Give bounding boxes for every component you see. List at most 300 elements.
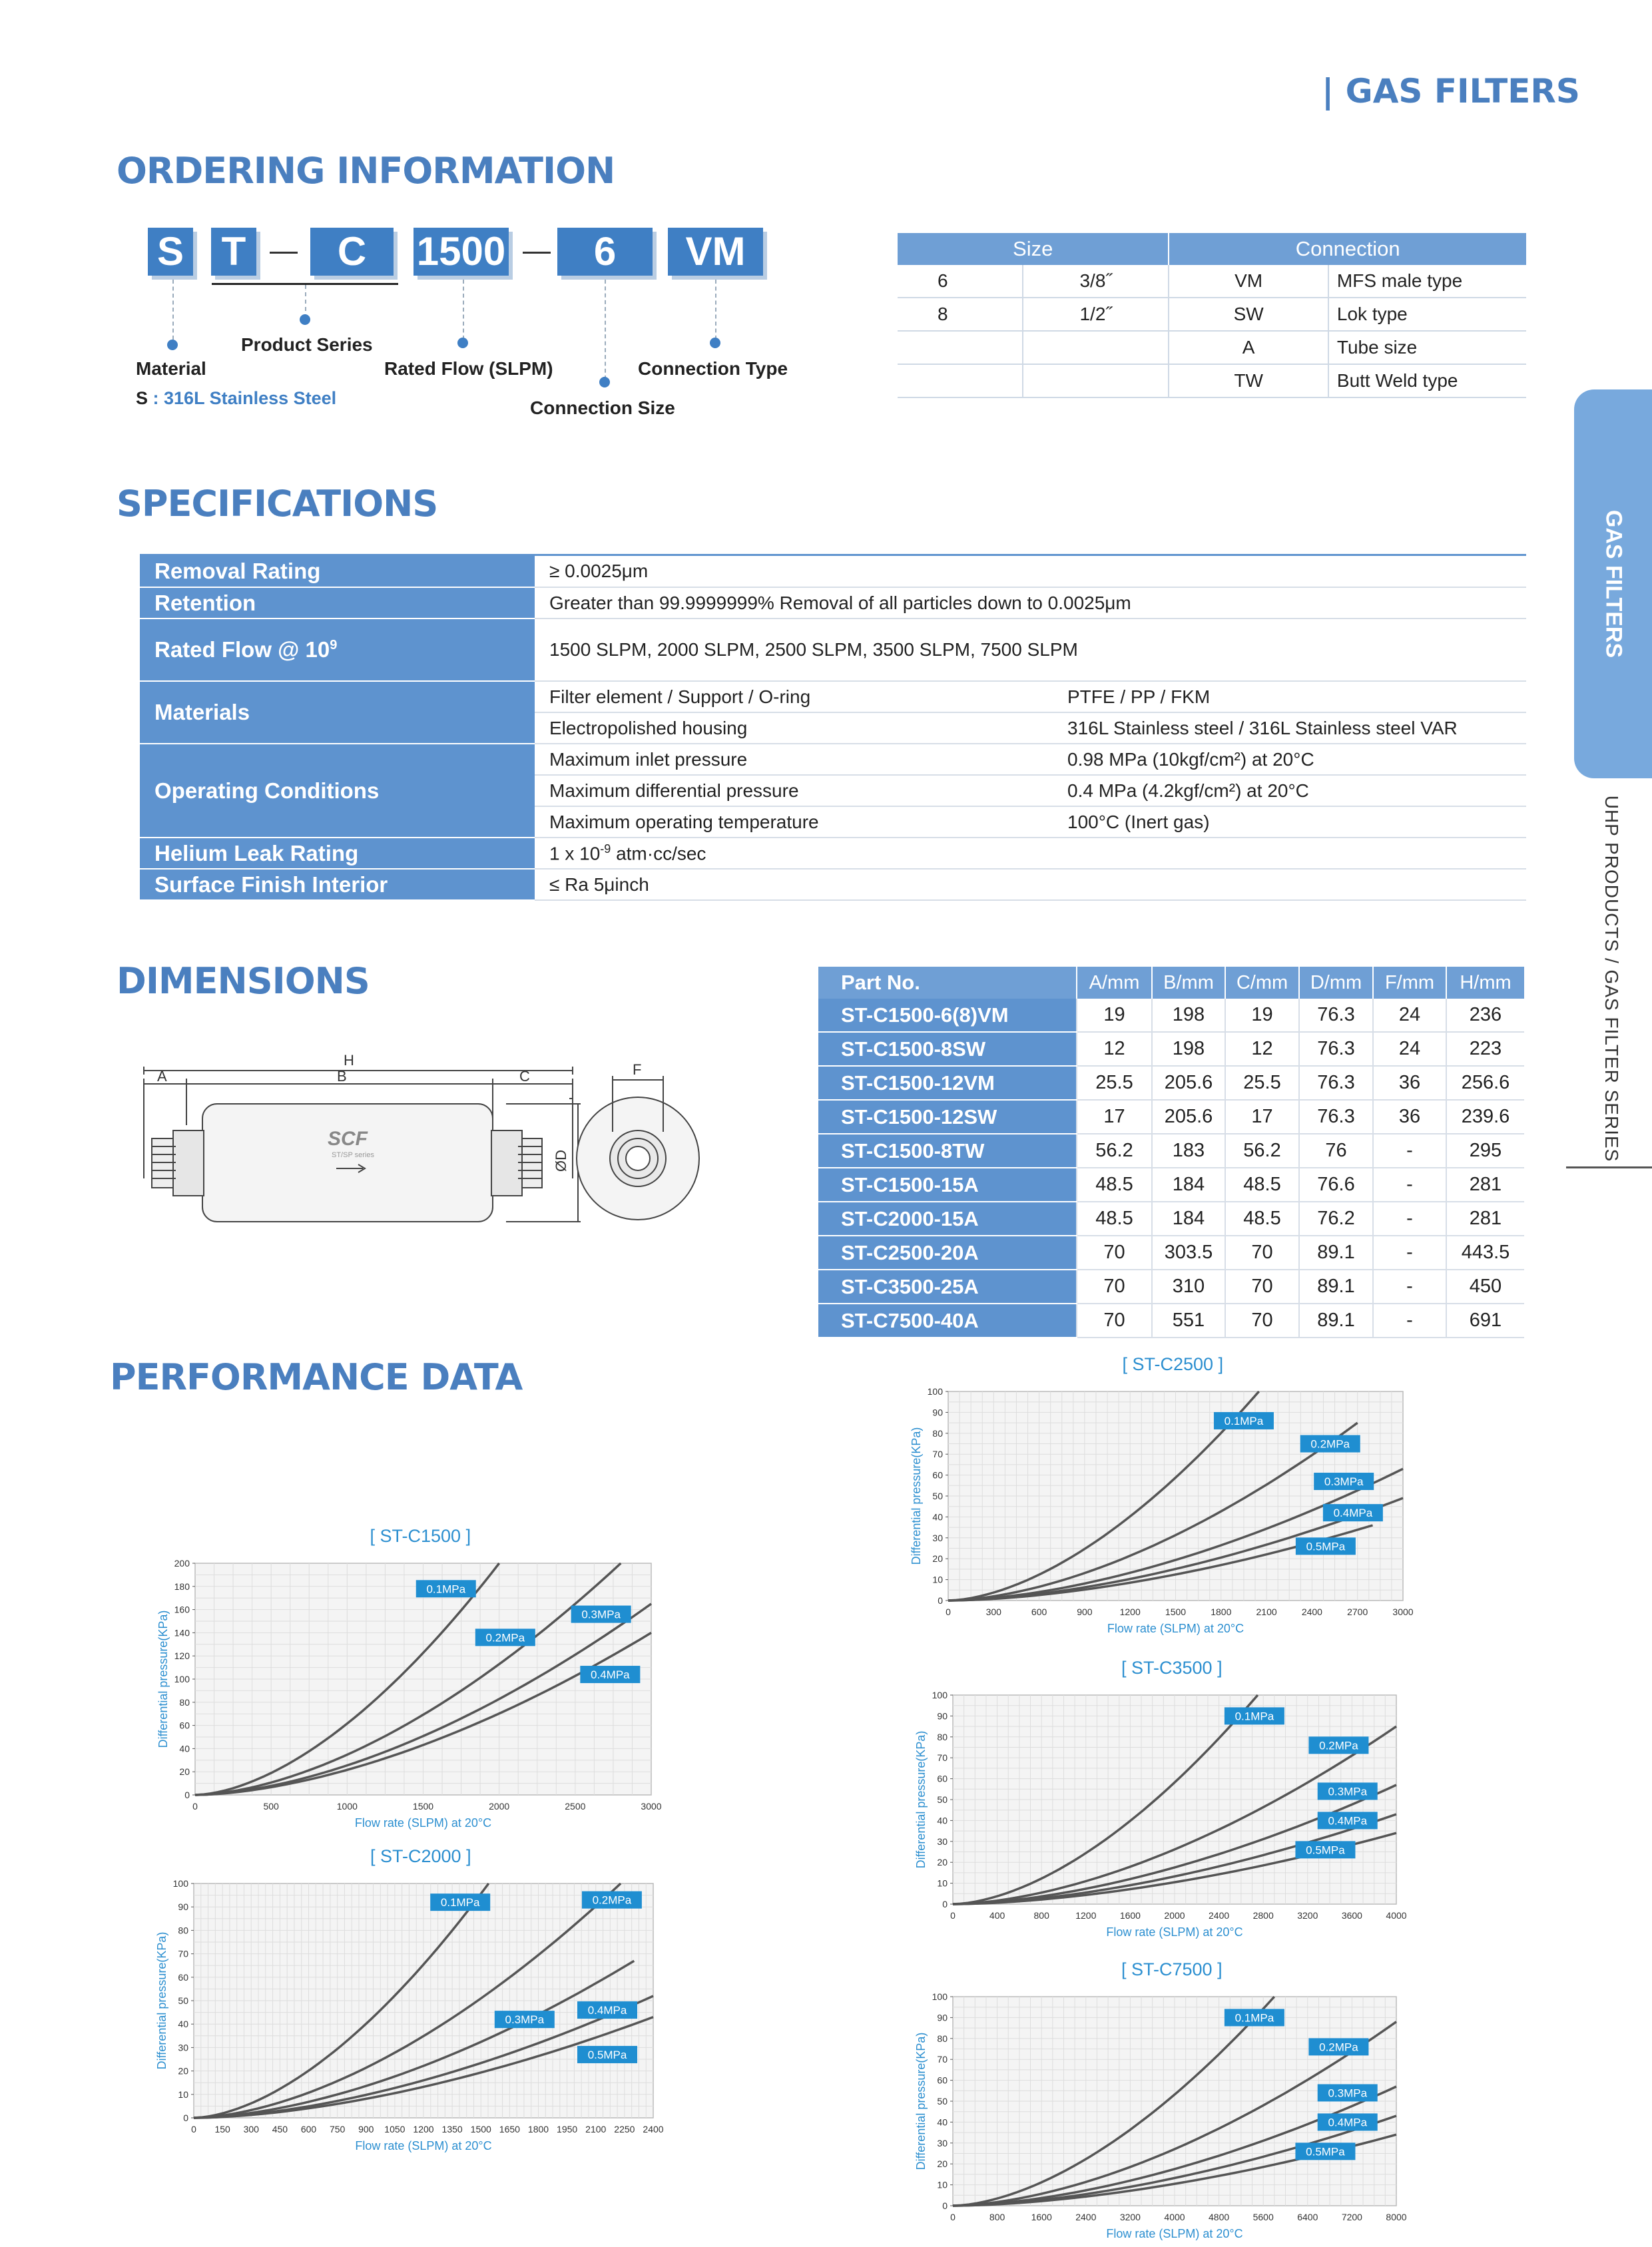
series-label: 0.3MPa bbox=[505, 2013, 545, 2027]
spec-value: 1 x $10^{-9}$ atm·cc/sec bbox=[535, 838, 1526, 869]
side-divider bbox=[1566, 1166, 1652, 1168]
spec-value: Maximum differential pressure bbox=[535, 775, 1053, 806]
x-tick-label: 750 bbox=[329, 2124, 346, 2134]
dim-label-a: A bbox=[157, 1068, 167, 1085]
x-tick-label: 900 bbox=[1077, 1607, 1093, 1617]
label-connection-size: Connection Size bbox=[530, 397, 675, 418]
dim-value: 76.2 bbox=[1299, 1202, 1373, 1236]
y-tick-label: 0 bbox=[184, 1790, 190, 1800]
connection-cell: Butt Weld type bbox=[1328, 364, 1526, 397]
x-tick-label: 1800 bbox=[527, 2124, 549, 2134]
dim-value: - bbox=[1373, 1134, 1446, 1168]
x-tick-label: 450 bbox=[272, 2124, 288, 2134]
series-label: 0.2MPa bbox=[592, 1893, 632, 1907]
y-tick-label: 140 bbox=[174, 1627, 190, 1638]
dim-value: 48.5 bbox=[1225, 1168, 1299, 1202]
dim-value: 76.6 bbox=[1299, 1168, 1373, 1202]
dim-value: 70 bbox=[1077, 1270, 1152, 1304]
x-axis-label: Flow rate (SLPM) at 20°C bbox=[1106, 1925, 1243, 1939]
x-tick-label: 2100 bbox=[585, 2124, 607, 2134]
y-tick-label: 100 bbox=[932, 1991, 948, 2002]
x-tick-label: 3000 bbox=[1392, 1607, 1414, 1617]
x-tick-label: 1500 bbox=[470, 2124, 491, 2134]
dim-value: 24 bbox=[1373, 999, 1446, 1032]
label-material: Material bbox=[136, 358, 206, 379]
dim-value: 19 bbox=[1077, 999, 1152, 1032]
leader-dot bbox=[710, 338, 720, 348]
dim-value: 70 bbox=[1077, 1236, 1152, 1270]
dim-value: 89.1 bbox=[1299, 1304, 1373, 1338]
y-tick-label: 90 bbox=[178, 1901, 188, 1913]
y-tick-label: 10 bbox=[937, 1877, 948, 1889]
x-tick-label: 2400 bbox=[1075, 2212, 1097, 2222]
code-box-type: T bbox=[211, 228, 256, 276]
dim-header: D/mm bbox=[1299, 967, 1373, 999]
series-label: 0.4MPa bbox=[591, 1668, 630, 1682]
y-axis-label: Differential pressure(KPa) bbox=[910, 1427, 923, 1565]
connection-cell bbox=[1023, 331, 1169, 364]
dim-value: 236 bbox=[1446, 999, 1524, 1032]
x-axis-label: Flow rate (SLPM) at 20°C bbox=[1106, 2227, 1243, 2240]
y-tick-label: 40 bbox=[937, 1815, 948, 1826]
y-tick-label: 0 bbox=[938, 1595, 943, 1606]
x-tick-label: 1350 bbox=[441, 2124, 463, 2134]
dim-header: A/mm bbox=[1077, 967, 1152, 999]
x-tick-label: 1600 bbox=[1119, 1910, 1141, 1921]
leader-line bbox=[605, 280, 606, 379]
y-tick-label: 10 bbox=[937, 2179, 948, 2190]
y-tick-label: 10 bbox=[178, 2089, 188, 2100]
y-tick-label: 60 bbox=[932, 1469, 943, 1481]
series-label: 0.4MPa bbox=[1328, 2116, 1368, 2129]
dim-label-b: B bbox=[337, 1068, 347, 1085]
x-axis-label: Flow rate (SLPM) at 20°C bbox=[1107, 1622, 1244, 1635]
x-tick-label: 1800 bbox=[1211, 1607, 1232, 1617]
x-tick-label: 4800 bbox=[1209, 2212, 1230, 2222]
x-tick-label: 300 bbox=[243, 2124, 259, 2134]
y-tick-label: 70 bbox=[178, 1948, 188, 1959]
chart-title: [ ST-C2500 ] bbox=[1122, 1354, 1224, 1374]
y-tick-label: 90 bbox=[937, 1710, 948, 1722]
spec-value: PTFE / PP / FKM bbox=[1053, 681, 1526, 712]
spec-label: Retention bbox=[140, 587, 535, 619]
filter-drawing bbox=[133, 1045, 719, 1245]
y-tick-label: 160 bbox=[174, 1604, 190, 1615]
dim-row bbox=[818, 1066, 1524, 1100]
y-tick-label: 30 bbox=[937, 1836, 948, 1847]
code-box-series: C bbox=[310, 228, 394, 276]
connection-cell: 1/2˝ bbox=[1023, 298, 1169, 331]
spec-value: Maximum operating temperature bbox=[535, 806, 1053, 838]
dim-value: - bbox=[1373, 1202, 1446, 1236]
dim-value: 551 bbox=[1152, 1304, 1225, 1338]
performance-chart bbox=[154, 1877, 667, 2158]
y-tick-label: 0 bbox=[183, 2113, 188, 2123]
y-tick-label: 120 bbox=[174, 1650, 190, 1662]
x-tick-label: 800 bbox=[989, 2212, 1005, 2222]
x-axis-label: Flow rate (SLPM) at 20°C bbox=[354, 1816, 492, 1830]
leader-dot bbox=[599, 377, 610, 387]
dim-value: - bbox=[1373, 1236, 1446, 1270]
x-tick-label: 1650 bbox=[499, 2124, 520, 2134]
x-tick-label: 3600 bbox=[1341, 1910, 1362, 1921]
series-label: 0.2MPa bbox=[1319, 2041, 1358, 2054]
dim-value: 205.6 bbox=[1152, 1066, 1225, 1100]
x-tick-label: 2700 bbox=[1347, 1607, 1368, 1617]
y-tick-label: 60 bbox=[178, 1971, 188, 1983]
part-number: ST-C2500-20A bbox=[818, 1236, 1077, 1270]
spec-value: Maximum inlet pressure bbox=[535, 744, 1053, 775]
dim-value: 48.5 bbox=[1225, 1202, 1299, 1236]
y-tick-label: 70 bbox=[932, 1449, 943, 1460]
code-dash bbox=[270, 252, 298, 254]
x-tick-label: 3200 bbox=[1119, 2212, 1141, 2222]
spec-value: Electropolished housing bbox=[535, 712, 1053, 744]
series-label: 0.1MPa bbox=[426, 1583, 466, 1596]
dim-value: 89.1 bbox=[1299, 1270, 1373, 1304]
leader-line bbox=[172, 280, 174, 340]
leader-dot bbox=[457, 338, 468, 348]
section-header: | GAS FILTERS bbox=[1322, 72, 1580, 111]
dim-value: 70 bbox=[1077, 1304, 1152, 1338]
y-tick-label: 80 bbox=[178, 1925, 188, 1936]
connection-cell: SW bbox=[1169, 298, 1328, 331]
x-tick-label: 2000 bbox=[1164, 1910, 1185, 1921]
dim-value: 443.5 bbox=[1446, 1236, 1524, 1270]
dim-row bbox=[818, 1168, 1524, 1202]
leader-dot bbox=[300, 314, 310, 325]
y-tick-label: 20 bbox=[178, 2065, 188, 2077]
connection-cell bbox=[1023, 364, 1169, 397]
leader-line bbox=[305, 285, 306, 318]
part-number: ST-C2000-15A bbox=[818, 1202, 1077, 1236]
x-tick-label: 0 bbox=[950, 2212, 956, 2222]
x-tick-label: 300 bbox=[985, 1607, 1001, 1617]
dim-value: 56.2 bbox=[1225, 1134, 1299, 1168]
brand-logo: SCF bbox=[328, 1128, 368, 1150]
connection-row bbox=[898, 331, 1526, 364]
series-label: 0.2MPa bbox=[1310, 1437, 1350, 1451]
x-tick-label: 2000 bbox=[489, 1801, 510, 1812]
x-tick-label: 600 bbox=[1031, 1607, 1047, 1617]
dim-header: B/mm bbox=[1152, 967, 1225, 999]
spec-label: Removal Rating bbox=[140, 556, 535, 587]
y-tick-label: 200 bbox=[174, 1558, 190, 1569]
x-tick-label: 4000 bbox=[1164, 2212, 1185, 2222]
dim-row bbox=[818, 1032, 1524, 1066]
x-tick-label: 4000 bbox=[1386, 1910, 1407, 1921]
performance-chart bbox=[913, 1688, 1410, 1944]
chart-title: [ ST-C2000 ] bbox=[370, 1846, 471, 1866]
performance-chart bbox=[155, 1557, 665, 1835]
x-tick-label: 150 bbox=[214, 2124, 230, 2134]
y-tick-label: 40 bbox=[932, 1511, 943, 1523]
connection-cell: TW bbox=[1169, 364, 1328, 397]
dim-value: 76.3 bbox=[1299, 999, 1373, 1032]
performance-title: PERFORMANCE DATA bbox=[110, 1356, 523, 1398]
dim-value: 198 bbox=[1152, 999, 1225, 1032]
x-tick-label: 2250 bbox=[614, 2124, 635, 2134]
dim-label-f: F bbox=[633, 1061, 642, 1078]
x-tick-label: 400 bbox=[989, 1910, 1005, 1921]
ordering-title: ORDERING INFORMATION bbox=[117, 150, 615, 192]
spec-label: Materials bbox=[140, 681, 535, 744]
dim-value: 48.5 bbox=[1077, 1168, 1152, 1202]
spec-value: Filter element / Support / O-ring bbox=[535, 681, 1053, 712]
dim-value: 450 bbox=[1446, 1270, 1524, 1304]
y-tick-label: 30 bbox=[932, 1532, 943, 1543]
part-number: ST-C1500-12VM bbox=[818, 1066, 1077, 1100]
label-connection-type: Connection Type bbox=[638, 358, 788, 379]
chart-title: [ ST-C3500 ] bbox=[1121, 1658, 1223, 1678]
label-product-series: Product Series bbox=[241, 334, 373, 355]
spec-value: Greater than 99.9999999% Removal of all particles down to 0.0025μm bbox=[535, 587, 1526, 619]
y-tick-label: 40 bbox=[178, 2019, 188, 2030]
dim-value: 17 bbox=[1077, 1100, 1152, 1134]
spec-label: Rated Flow @ $10^9$ bbox=[140, 619, 535, 681]
dimensions-title: DIMENSIONS bbox=[117, 960, 370, 1002]
y-tick-label: 80 bbox=[932, 1427, 943, 1439]
y-tick-label: 40 bbox=[179, 1743, 190, 1754]
dim-row bbox=[818, 1100, 1524, 1134]
y-tick-label: 30 bbox=[178, 2042, 188, 2053]
side-subtitle: UHP PRODUCTS / GAS FILTER SERIES bbox=[1601, 795, 1622, 1162]
dim-value: 36 bbox=[1373, 1066, 1446, 1100]
dim-value: 223 bbox=[1446, 1032, 1524, 1066]
dim-value: 76 bbox=[1299, 1134, 1373, 1168]
x-tick-label: 6400 bbox=[1297, 2212, 1318, 2222]
spec-value: 0.4 MPa (4.2kgf/cm²) at 20°C bbox=[1053, 775, 1526, 806]
dim-value: 24 bbox=[1373, 1032, 1446, 1066]
x-tick-label: 1600 bbox=[1031, 2212, 1052, 2222]
spec-label: Operating Conditions bbox=[140, 744, 535, 838]
x-tick-label: 8000 bbox=[1386, 2212, 1407, 2222]
y-tick-label: 50 bbox=[937, 2096, 948, 2107]
code-dash bbox=[523, 252, 551, 254]
connection-cell: Tube size bbox=[1328, 331, 1526, 364]
connection-cell: 3/8˝ bbox=[1023, 265, 1169, 298]
connection-cell bbox=[898, 331, 1023, 364]
x-tick-label: 0 bbox=[191, 2124, 196, 2134]
connection-cell: MFS male type bbox=[1328, 265, 1526, 298]
y-tick-label: 100 bbox=[172, 1878, 188, 1889]
x-tick-label: 1050 bbox=[384, 2124, 406, 2134]
leader-line bbox=[715, 280, 716, 340]
y-tick-label: 20 bbox=[932, 1553, 943, 1565]
chart-title: [ ST-C7500 ] bbox=[1121, 1959, 1223, 1979]
x-tick-label: 0 bbox=[946, 1607, 951, 1617]
side-tab-label: GAS FILTERS bbox=[1601, 509, 1626, 658]
part-number: ST-C1500-8TW bbox=[818, 1134, 1077, 1168]
y-tick-label: 20 bbox=[937, 1857, 948, 1868]
y-tick-label: 100 bbox=[932, 1690, 948, 1700]
dim-header: Part No. bbox=[818, 967, 1077, 999]
x-tick-label: 0 bbox=[950, 1910, 956, 1921]
y-tick-label: 30 bbox=[937, 2137, 948, 2148]
dim-value: 36 bbox=[1373, 1100, 1446, 1134]
spec-value: 100°C (Inert gas) bbox=[1053, 806, 1526, 838]
part-number: ST-C1500-6(8)VM bbox=[818, 999, 1077, 1032]
dim-value: 281 bbox=[1446, 1202, 1524, 1236]
connection-cell bbox=[898, 364, 1023, 397]
x-tick-label: 2800 bbox=[1252, 1910, 1274, 1921]
dim-value: 25.5 bbox=[1225, 1066, 1299, 1100]
specifications-title: SPECIFICATIONS bbox=[117, 483, 438, 525]
dim-value: 205.6 bbox=[1152, 1100, 1225, 1134]
y-tick-label: 180 bbox=[174, 1581, 190, 1592]
dim-value: 76.3 bbox=[1299, 1100, 1373, 1134]
y-axis-label: Differential pressure(KPa) bbox=[156, 1610, 170, 1748]
y-tick-label: 10 bbox=[932, 1574, 943, 1585]
series-label: 0.1MPa bbox=[440, 1896, 480, 1909]
x-tick-label: 2100 bbox=[1256, 1607, 1277, 1617]
leader-dot bbox=[167, 340, 178, 350]
dim-value: 184 bbox=[1152, 1202, 1225, 1236]
material-note: S : 316L Stainless Steel bbox=[136, 388, 337, 408]
specifications-table bbox=[140, 556, 1526, 901]
dim-row bbox=[818, 1304, 1524, 1338]
x-tick-label: 7200 bbox=[1341, 2212, 1362, 2222]
x-tick-label: 2400 bbox=[643, 2124, 664, 2134]
dim-value: 76.3 bbox=[1299, 1066, 1373, 1100]
x-tick-label: 900 bbox=[358, 2124, 374, 2134]
code-box-material: S bbox=[148, 228, 193, 276]
connection-row bbox=[898, 265, 1526, 298]
y-tick-label: 0 bbox=[942, 1899, 948, 1909]
x-tick-label: 1500 bbox=[412, 1801, 434, 1812]
dim-value: 12 bbox=[1225, 1032, 1299, 1066]
dimensions-table bbox=[818, 967, 1524, 1338]
dim-label-c: C bbox=[519, 1068, 530, 1085]
series-label: 0.2MPa bbox=[1319, 1739, 1358, 1752]
connection-row bbox=[898, 298, 1526, 331]
connection-cell: 6 bbox=[898, 265, 1023, 298]
dim-value: - bbox=[1373, 1270, 1446, 1304]
dim-header: F/mm bbox=[1373, 967, 1446, 999]
dim-value: 70 bbox=[1225, 1304, 1299, 1338]
dim-label-d: ØD bbox=[553, 1150, 569, 1172]
connection-cell: VM bbox=[1169, 265, 1328, 298]
part-number: ST-C1500-8SW bbox=[818, 1032, 1077, 1066]
connection-row bbox=[898, 364, 1526, 397]
dim-label-h: H bbox=[344, 1052, 354, 1069]
y-tick-label: 80 bbox=[937, 1731, 948, 1742]
dim-value: 70 bbox=[1225, 1270, 1299, 1304]
side-tab-gas-filters[interactable] bbox=[1574, 389, 1652, 778]
series-label: 0.5MPa bbox=[1306, 1540, 1346, 1553]
dim-value: 12 bbox=[1077, 1032, 1152, 1066]
x-tick-label: 800 bbox=[1033, 1910, 1049, 1921]
x-tick-label: 0 bbox=[192, 1801, 198, 1812]
dim-value: 295 bbox=[1446, 1134, 1524, 1168]
connection-cell: Lok type bbox=[1328, 298, 1526, 331]
dim-value: 239.6 bbox=[1446, 1100, 1524, 1134]
spec-label: Helium Leak Rating bbox=[140, 838, 535, 869]
header-size: Size bbox=[898, 233, 1169, 265]
x-tick-label: 1500 bbox=[1165, 1607, 1187, 1617]
dim-value: 17 bbox=[1225, 1100, 1299, 1134]
spec-value: 0.98 MPa (10kgf/cm²) at 20°C bbox=[1053, 744, 1526, 775]
x-tick-label: 2400 bbox=[1301, 1607, 1322, 1617]
y-tick-label: 70 bbox=[937, 1752, 948, 1764]
code-box-connection: VM bbox=[668, 228, 763, 276]
y-tick-label: 80 bbox=[937, 2033, 948, 2044]
series-label: 0.4MPa bbox=[587, 2004, 627, 2017]
part-number: ST-C7500-40A bbox=[818, 1304, 1077, 1338]
x-tick-label: 2400 bbox=[1209, 1910, 1230, 1921]
y-tick-label: 90 bbox=[932, 1407, 943, 1418]
connection-table bbox=[898, 233, 1526, 398]
series-label: 0.1MPa bbox=[1224, 1414, 1264, 1427]
dim-value: 184 bbox=[1152, 1168, 1225, 1202]
leader-line bbox=[463, 280, 464, 340]
code-box-flow: 1500 bbox=[413, 228, 509, 276]
dim-row bbox=[818, 999, 1524, 1032]
y-tick-label: 100 bbox=[927, 1386, 943, 1397]
spec-value: ≥ 0.0025μm bbox=[535, 556, 1526, 587]
dim-value: 256.6 bbox=[1446, 1066, 1524, 1100]
series-label: 0.4MPa bbox=[1333, 1507, 1373, 1520]
dim-value: 691 bbox=[1446, 1304, 1524, 1338]
dim-row bbox=[818, 1236, 1524, 1270]
performance-chart bbox=[913, 1990, 1410, 2246]
series-label: 0.4MPa bbox=[1328, 1814, 1368, 1828]
spec-value: 1500 SLPM, 2000 SLPM, 2500 SLPM, 3500 SLPM, 7500 SLPM bbox=[535, 619, 1526, 681]
y-tick-label: 60 bbox=[937, 2075, 948, 2086]
x-axis-label: Flow rate (SLPM) at 20°C bbox=[355, 2139, 492, 2152]
y-axis-label: Differential pressure(KPa) bbox=[914, 2032, 928, 2170]
dim-value: 19 bbox=[1225, 999, 1299, 1032]
chart-title: [ ST-C1500 ] bbox=[370, 1526, 471, 1546]
series-label: 0.3MPa bbox=[581, 1608, 621, 1621]
part-number: ST-C1500-15A bbox=[818, 1168, 1077, 1202]
spec-value: 316L Stainless steel / 316L Stainless steel VAR bbox=[1053, 712, 1526, 744]
dim-value: 310 bbox=[1152, 1270, 1225, 1304]
connection-cell: A bbox=[1169, 331, 1328, 364]
y-tick-label: 40 bbox=[937, 2117, 948, 2128]
series-label: 0.3MPa bbox=[1328, 1785, 1368, 1798]
spec-label: Surface Finish Interior bbox=[140, 869, 535, 900]
dim-header: H/mm bbox=[1446, 967, 1524, 999]
y-tick-label: 60 bbox=[179, 1720, 190, 1731]
dim-header: C/mm bbox=[1225, 967, 1299, 999]
dim-value: 70 bbox=[1225, 1236, 1299, 1270]
part-number: ST-C3500-25A bbox=[818, 1270, 1077, 1304]
x-tick-label: 1000 bbox=[336, 1801, 358, 1812]
series-label: 0.5MPa bbox=[1306, 1844, 1345, 1857]
part-number: ST-C1500-12SW bbox=[818, 1100, 1077, 1134]
brand-sub: ST/SP series bbox=[332, 1151, 374, 1159]
x-tick-label: 1950 bbox=[557, 2124, 578, 2134]
x-tick-label: 1200 bbox=[1075, 1910, 1097, 1921]
dim-value: 183 bbox=[1152, 1134, 1225, 1168]
x-tick-label: 600 bbox=[300, 2124, 317, 2134]
dim-row bbox=[818, 1270, 1524, 1304]
dim-value: 76.3 bbox=[1299, 1032, 1373, 1066]
label-rated-flow: Rated Flow (SLPM) bbox=[384, 358, 553, 379]
y-tick-label: 80 bbox=[179, 1696, 190, 1708]
series-label: 0.2MPa bbox=[485, 1631, 525, 1644]
x-tick-label: 1200 bbox=[413, 2124, 434, 2134]
series-label: 0.1MPa bbox=[1235, 2011, 1274, 2025]
series-label: 0.5MPa bbox=[587, 2048, 627, 2061]
dim-value: - bbox=[1373, 1168, 1446, 1202]
dim-value: 89.1 bbox=[1299, 1236, 1373, 1270]
y-tick-label: 90 bbox=[937, 2012, 948, 2023]
y-tick-label: 70 bbox=[937, 2054, 948, 2065]
x-tick-label: 500 bbox=[263, 1801, 279, 1812]
header-connection: Connection bbox=[1169, 233, 1526, 265]
